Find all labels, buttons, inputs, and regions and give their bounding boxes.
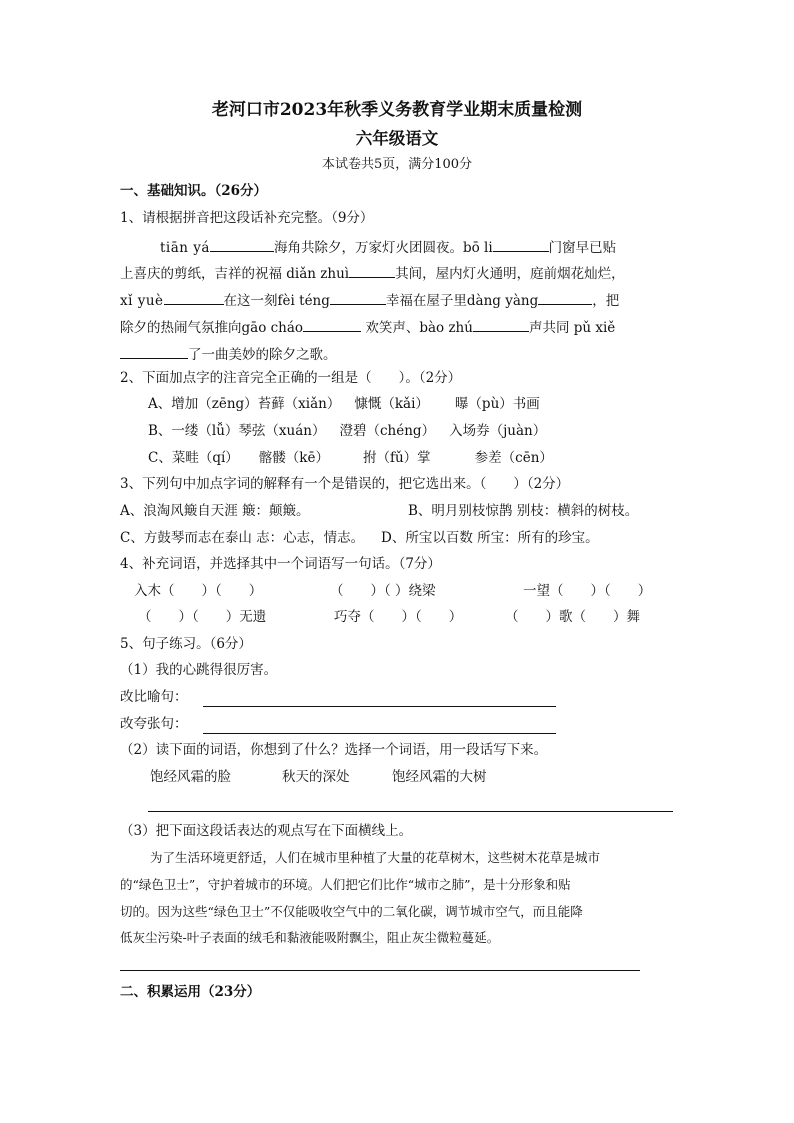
answer-blank[interactable] bbox=[120, 345, 188, 359]
answer-blank[interactable] bbox=[330, 291, 386, 305]
q1-text: 了一曲美妙的除夕之歌。 bbox=[188, 347, 337, 363]
pinyin: tiān yá bbox=[160, 240, 210, 256]
q1-text: 声共同 pǔ xiě bbox=[528, 320, 616, 336]
answer-blank[interactable] bbox=[349, 264, 395, 278]
pinyin: xǐ yuè bbox=[120, 293, 164, 309]
q1-stem: 1、请根据拼音把这段话补充完整。（9分） bbox=[120, 210, 374, 226]
q3-stem: 3、下列句中加点字词的解释有一个是错误的，把它选出来。（ ）（2分） bbox=[120, 476, 570, 492]
q4-idiom[interactable]: 一望（ ）（ ） bbox=[523, 583, 652, 599]
page-title: 老河口市2023年秋季义务教育学业期末质量检测 bbox=[211, 100, 583, 120]
answer-line-viewpoint[interactable] bbox=[120, 970, 640, 971]
q5-hyperbole-label: 改夸张句： bbox=[120, 716, 188, 732]
option-text: C、菜畦（qí） bbox=[148, 450, 239, 466]
q5-word[interactable]: 秋天的深处 bbox=[282, 769, 350, 785]
q1-text: 幸福在屋子里dàng yàng bbox=[385, 293, 539, 309]
option-text: 参差（cēn） bbox=[474, 450, 553, 466]
q5-part2: （2）读下面的词语，你想到了什么？选择一个词语，用一段话写下来。 bbox=[120, 742, 548, 758]
q4-idiom[interactable]: 入木（ ）（ ） bbox=[134, 583, 263, 599]
option-text: 髂髅（kē） bbox=[258, 450, 329, 466]
q3-option-b[interactable]: B、明月别枝惊鹊 别枝：横斜的树枝。 bbox=[408, 503, 639, 519]
answer-line-paragraph[interactable] bbox=[148, 811, 673, 812]
option-text: 入场券（juàn） bbox=[449, 423, 547, 439]
q5-stem: 5、句子练习。（6分） bbox=[120, 636, 252, 652]
q2-option-c[interactable] bbox=[148, 452, 553, 466]
q5-metaphor-label: 改比喻句： bbox=[120, 689, 188, 705]
q1-line2 bbox=[120, 264, 625, 282]
passage-line: 切的。因为这些“绿色卫士”不仅能吸收空气中的二氧化碳，调节城市空气，而且能降 bbox=[120, 904, 583, 919]
q1-line5 bbox=[120, 345, 337, 363]
q4-idiom[interactable]: （ ）（ ）无遗 bbox=[138, 609, 267, 625]
page-subtitle: 六年级语文 bbox=[355, 129, 439, 148]
q5-part1: （1）我的心跳得很厉害。 bbox=[120, 662, 278, 678]
q2-option-a[interactable] bbox=[148, 398, 540, 412]
q4-idiom[interactable]: （ ）歌（ ）舞 bbox=[505, 609, 640, 625]
option-text: 拊（fǔ）掌 bbox=[362, 450, 431, 466]
answer-blank[interactable] bbox=[493, 238, 549, 252]
q3-option-a[interactable]: A、浪淘风簸自天涯 簸：颠簸。 bbox=[120, 503, 310, 519]
answer-blank[interactable] bbox=[210, 238, 274, 252]
option-text: B、一缕（lǚ）琴弦（xuán） bbox=[148, 423, 326, 439]
answer-line-metaphor[interactable] bbox=[203, 706, 556, 707]
answer-line-hyperbole[interactable] bbox=[203, 733, 556, 734]
q1-text: ，把 bbox=[592, 293, 620, 309]
section2-heading: 二、积累运用（23分） bbox=[120, 984, 261, 1000]
q1-text: 在这一刻fèi téng bbox=[223, 293, 330, 309]
q1-text: 除夕的热闹气氛推向gāo cháo bbox=[120, 320, 304, 336]
passage-line: 的“绿色卫士”，守护着城市的环境。人们把它们比作“城市之肺”，是十分形象和贴 bbox=[120, 877, 571, 892]
option-text: A、增加（zēng）苔藓（xiǎn） bbox=[148, 396, 341, 412]
exam-note: 本试卷共5页，满分100分 bbox=[321, 157, 473, 172]
q1-text: 海角共除夕，万家灯火团圆夜。bō li bbox=[273, 240, 493, 256]
answer-blank[interactable] bbox=[303, 318, 361, 332]
q2-stem: 2、下面加点字的注音完全正确的一组是（ ）。（2分） bbox=[120, 370, 462, 386]
q5-part3: （3）把下面这段话表达的观点写在下面横线上。 bbox=[120, 823, 413, 839]
passage-line: 为了生活环境更舒适，人们在城市里种植了大量的花草树木，这些树木花草是城市 bbox=[150, 850, 601, 865]
passage-line: 低灰尘污染-叶子表面的绒毛和黏液能吸附飘尘，阻止灰尘微粒蔓延。 bbox=[120, 930, 500, 945]
q1-line3 bbox=[120, 291, 619, 309]
q4-stem: 4、补充词语，并选择其中一个词语写一句话。（7分） bbox=[120, 556, 441, 572]
answer-blank[interactable] bbox=[538, 291, 592, 305]
section1-heading: 一、基础知识。（26分） bbox=[120, 183, 268, 199]
q4-idiom[interactable]: 巧夺（ ）（ ） bbox=[334, 609, 463, 625]
answer-blank[interactable] bbox=[164, 291, 224, 305]
q3-option-d[interactable]: D、所宝以百数 所宝：所有的珍宝。 bbox=[381, 530, 599, 546]
q1-text: 门窗早已贴 bbox=[548, 240, 617, 256]
q1-text: 上喜庆的剪纸，吉祥的祝福 diǎn zhuì bbox=[120, 266, 350, 282]
answer-blank[interactable] bbox=[473, 318, 529, 332]
q2-option-b[interactable] bbox=[148, 425, 546, 439]
q1-line4 bbox=[120, 318, 615, 336]
q5-word[interactable]: 饱经风霜的脸 bbox=[150, 769, 231, 785]
q1-text: 其间，屋内灯火通明，庭前烟花灿烂， bbox=[395, 266, 625, 282]
option-text: 慷慨（kǎi） bbox=[354, 396, 429, 412]
q4-idiom[interactable]: （ ）（ ）绕梁 bbox=[330, 583, 436, 599]
option-text: 澄碧（chéng） bbox=[339, 423, 436, 439]
q5-word[interactable]: 饱经风霜的大树 bbox=[392, 769, 487, 785]
option-text: 曝（pù）书画 bbox=[454, 396, 540, 412]
q3-option-c[interactable]: C、方鼓琴而志在泰山 志：心志，情志。 bbox=[120, 530, 365, 546]
q1-line1 bbox=[160, 238, 616, 256]
q1-text: 欢笑声、bào zhú bbox=[361, 320, 473, 336]
